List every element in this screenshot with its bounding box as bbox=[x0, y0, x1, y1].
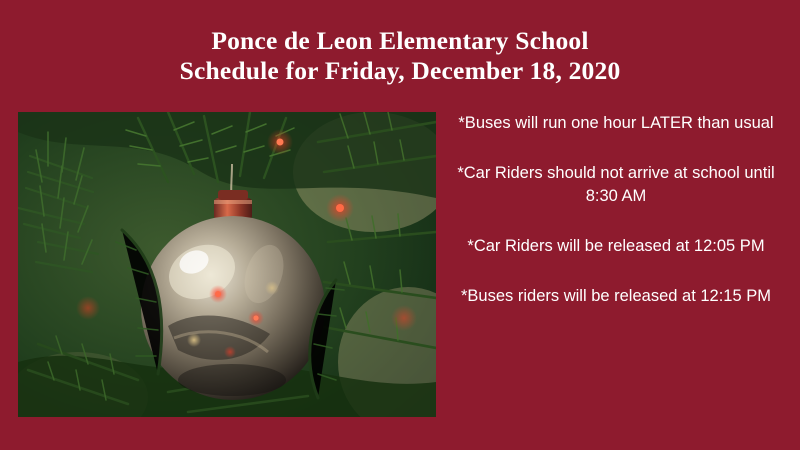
note-item: *Car Riders should not arrive at school until 8:30 AM bbox=[457, 164, 775, 205]
title-line-2: Schedule for Friday, December 18, 2020 bbox=[179, 56, 621, 85]
page-title bbox=[0, 26, 800, 86]
note-item: *Car Riders will be released at 12:05 PM bbox=[467, 237, 765, 255]
christmas-ornament-photo bbox=[18, 112, 436, 417]
title-line-1: Ponce de Leon Elementary School bbox=[211, 26, 589, 55]
note-item: *Buses will run one hour LATER than usual bbox=[458, 114, 774, 132]
schedule-notes bbox=[448, 112, 784, 308]
note-item: *Buses riders will be released at 12:15 PM bbox=[461, 287, 771, 305]
